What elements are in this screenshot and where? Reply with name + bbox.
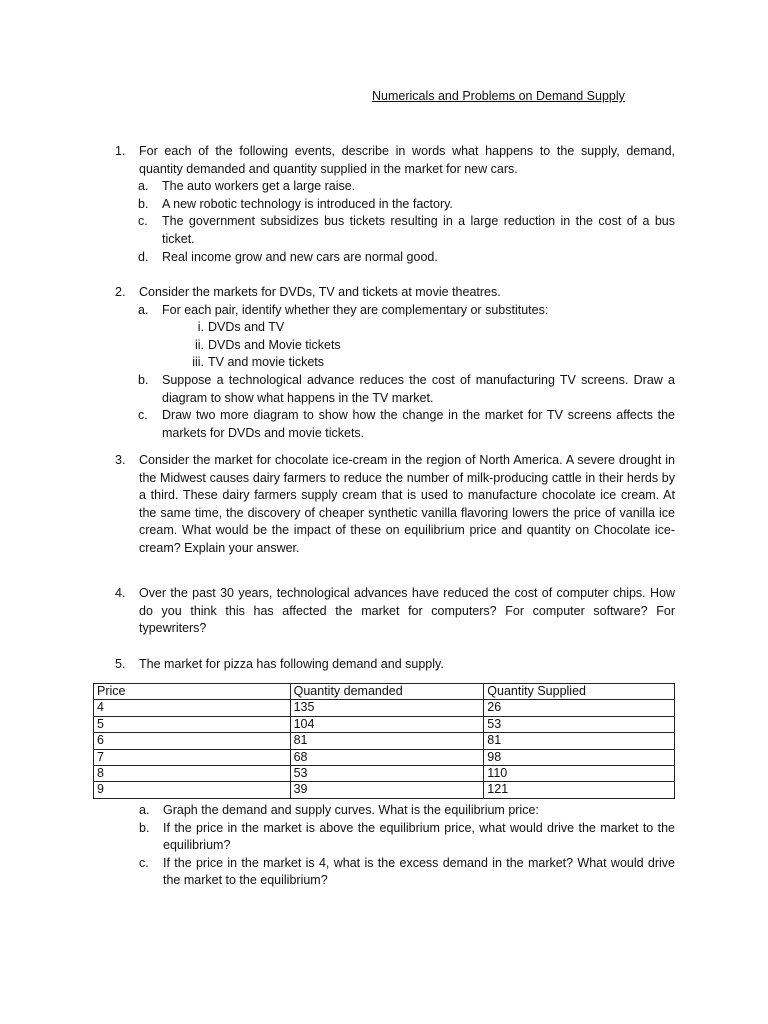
list-item: i. DVDs and TV <box>197 320 285 335</box>
question-4 <box>115 585 675 638</box>
list-item: b. A new robotic technology is introduced in the factory. <box>138 196 453 211</box>
table-row <box>94 716 675 732</box>
question-number: 3. <box>115 453 126 467</box>
table-cell: 81 <box>290 733 484 749</box>
page-title: Numericals and Problems on Demand Supply <box>372 89 625 103</box>
table-cell: 6 <box>94 733 291 749</box>
table-cell: 39 <box>290 782 484 798</box>
question-text: Over the past 30 years, technological advances have reduced the cost of computer chips. How do you think this has affected the market for computers? For computer software? For typewriters? <box>139 586 675 636</box>
table-cell: 4 <box>94 700 291 716</box>
table-row <box>94 733 675 749</box>
table-cell: 8 <box>94 766 291 782</box>
table-header-row <box>94 684 675 700</box>
question-text: Consider the markets for DVDs, TV and tickets at movie theatres. <box>139 285 501 299</box>
pizza-table <box>93 683 675 799</box>
table-cell: 110 <box>484 766 675 782</box>
question-5-items <box>139 802 675 890</box>
list-item: a. The auto workers get a large raise. <box>138 179 356 194</box>
question-number: 1. <box>115 144 126 158</box>
table-row <box>94 766 675 782</box>
table-cell: 135 <box>290 700 484 716</box>
question-number: 2. <box>115 285 126 299</box>
table-cell: 7 <box>94 749 291 765</box>
question-5 <box>115 656 675 674</box>
table-row <box>94 700 675 716</box>
question-text: Consider the market for chocolate ice-cream in the region of North America. A severe drought in the Midwest causes dairy farmers to reduce the number of milk-producing cattle in their herds by a third. These dairy farmers supply cream that is used to manufacture chocolate ice cream. At the same time, the discovery of cheaper synthetic vanilla flavoring lowers the price of vanilla ice cream. What would be the impact of these on equilibrium price and quantity on Chocolate ice-cream? Explain your answer. <box>139 453 675 555</box>
table-row <box>94 749 675 765</box>
list-item: c. Draw two more diagram to show how the change in the market for TV screens affects the markets for DVDs and movie tickets. <box>138 408 675 440</box>
question-1 <box>115 143 675 266</box>
list-item: a. Graph the demand and supply curves. What is the equilibrium price: <box>139 803 539 817</box>
question-text: For each of the following events, describe in words what happens to the supply, demand, quantity demanded and quantity supplied in the market for new cars. <box>139 144 675 176</box>
table-cell: 81 <box>484 733 675 749</box>
column-header: Quantity demanded <box>290 684 484 700</box>
table-cell: 26 <box>484 700 675 716</box>
question-2 <box>115 284 675 442</box>
list-item: c. The government subsidizes bus tickets resulting in a large reduction in the cost of a bus ticket. <box>138 214 675 246</box>
list-item: b. If the price in the market is above the equilibrium price, what would drive the market to the equilibrium? <box>139 820 675 853</box>
list-item: c. If the price in the market is 4, what is the excess demand in the market? What would drive the market to the equilibrium? <box>139 855 675 888</box>
table-cell: 121 <box>484 782 675 798</box>
question-number: 5. <box>115 657 126 671</box>
column-header: Quantity Supplied <box>484 684 675 700</box>
list-item: a. For each pair, identify whether they are complementary or substitutes: <box>138 302 549 317</box>
list-item: iii. TV and movie tickets <box>192 355 325 370</box>
table-cell: 9 <box>94 782 291 798</box>
table-cell: 98 <box>484 749 675 765</box>
table-cell: 104 <box>290 716 484 732</box>
question-text: The market for pizza has following demand and supply. <box>139 657 444 671</box>
list-item: b. Suppose a technological advance reduces the cost of manufacturing TV screens. Draw a diagram to show what happens in the TV market. <box>138 372 675 405</box>
table-cell: 5 <box>94 716 291 732</box>
list-item: d. Real income grow and new cars are normal good. <box>138 249 438 264</box>
list-item: ii. DVDs and Movie tickets <box>194 337 341 352</box>
table-cell: 53 <box>484 716 675 732</box>
table-row <box>94 782 675 798</box>
question-3 <box>115 452 675 558</box>
table-cell: 53 <box>290 766 484 782</box>
column-header: Price <box>94 684 291 700</box>
question-number: 4. <box>115 586 126 600</box>
table-cell: 68 <box>290 749 484 765</box>
